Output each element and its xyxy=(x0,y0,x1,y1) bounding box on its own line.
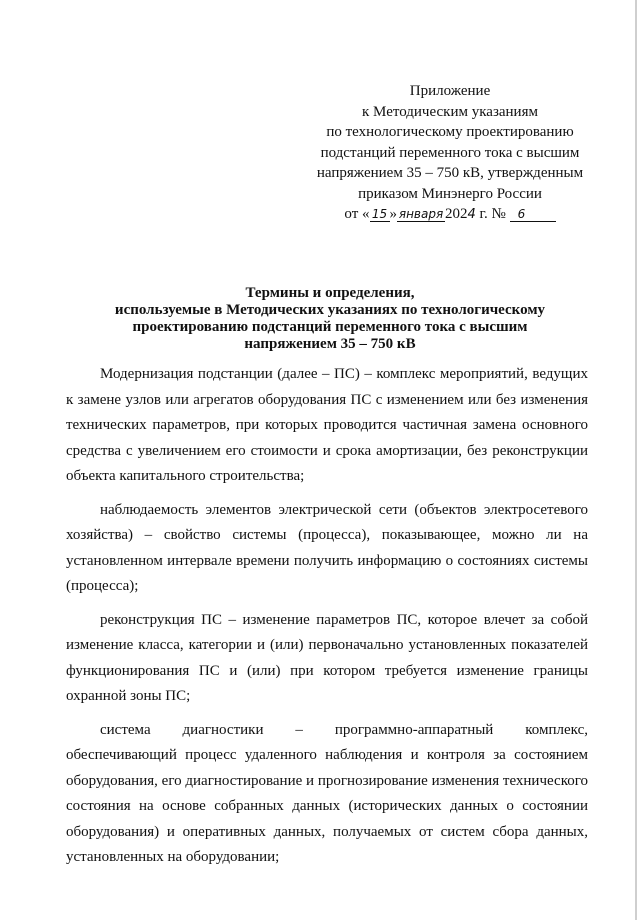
document-body xyxy=(66,362,588,879)
appendix-line: подстанций переменного тока с высшим xyxy=(320,144,580,161)
appendix-line: напряжением 35 – 750 кВ, утвержденным xyxy=(316,165,584,181)
handwritten-day: 15 xyxy=(370,207,390,222)
order-number-label: г. № xyxy=(475,206,510,222)
title-line: Термины и определения, xyxy=(245,285,415,301)
order-year-prefix: 202 xyxy=(445,206,468,222)
title-line: напряжением 35 – 750 кВ xyxy=(244,336,416,352)
order-quote-close: » xyxy=(389,206,398,222)
appendix-line: по технологическому проектированию xyxy=(326,124,574,140)
appendix-block xyxy=(300,81,600,225)
scan-edge xyxy=(635,0,637,920)
handwritten-order-number: 6 xyxy=(510,207,556,222)
definition-paragraph: наблюдаемость элементов электрической сети (объектов электросетевого хозяйства) – свойство системы (процесса), показывающее, можно ли на установленном интервале времени получить информацию о состояниях системы (процесса); xyxy=(66,501,588,594)
order-prefix: от « xyxy=(344,206,370,222)
appendix-line: к Методическим указаниям xyxy=(362,103,538,120)
appendix-line: приказом Минэнерго России xyxy=(358,185,542,202)
appendix-line: Приложение xyxy=(409,83,491,99)
title-line: проектированию подстанций переменного тока с высшим xyxy=(132,319,528,335)
order-date-line xyxy=(300,204,600,225)
definition-paragraph: реконструкция ПС – изменение параметров ПС, которое влечет за собой изменение класса, категории и (или) первоначально установленных показателей функционирования ПС и (или) при котором требуется изменение границы охранной зоны ПС; xyxy=(66,611,588,704)
handwritten-year-digit: 4 xyxy=(467,207,476,222)
definition-paragraph: Модернизация подстанции (далее – ПС) – комплекс мероприятий, ведущих к замене узлов или агрегатов оборудования ПС с изменением или без изменения технических параметров, при которых проводится частичная замена основного средства с увеличением его стоимости и срока амортизации, без реконструкции объекта капитального строительства; xyxy=(66,366,588,484)
definition-paragraph: система диагностики – программно-аппаратный комплекс, обеспечивающий процесс удаленного наблюдения и контроля за состоянием оборудования, его диагностирование и прогнозирование изменения технического состояния на основе собранных данных (исторических данных о состоянии оборудования) и оперативных данных, получаемых от систем сбора данных, установленных на оборудовании; xyxy=(66,721,588,865)
handwritten-month: января xyxy=(398,207,444,221)
document-title xyxy=(80,285,580,353)
title-line: используемые в Методических указаниях по технологическому xyxy=(114,302,546,318)
